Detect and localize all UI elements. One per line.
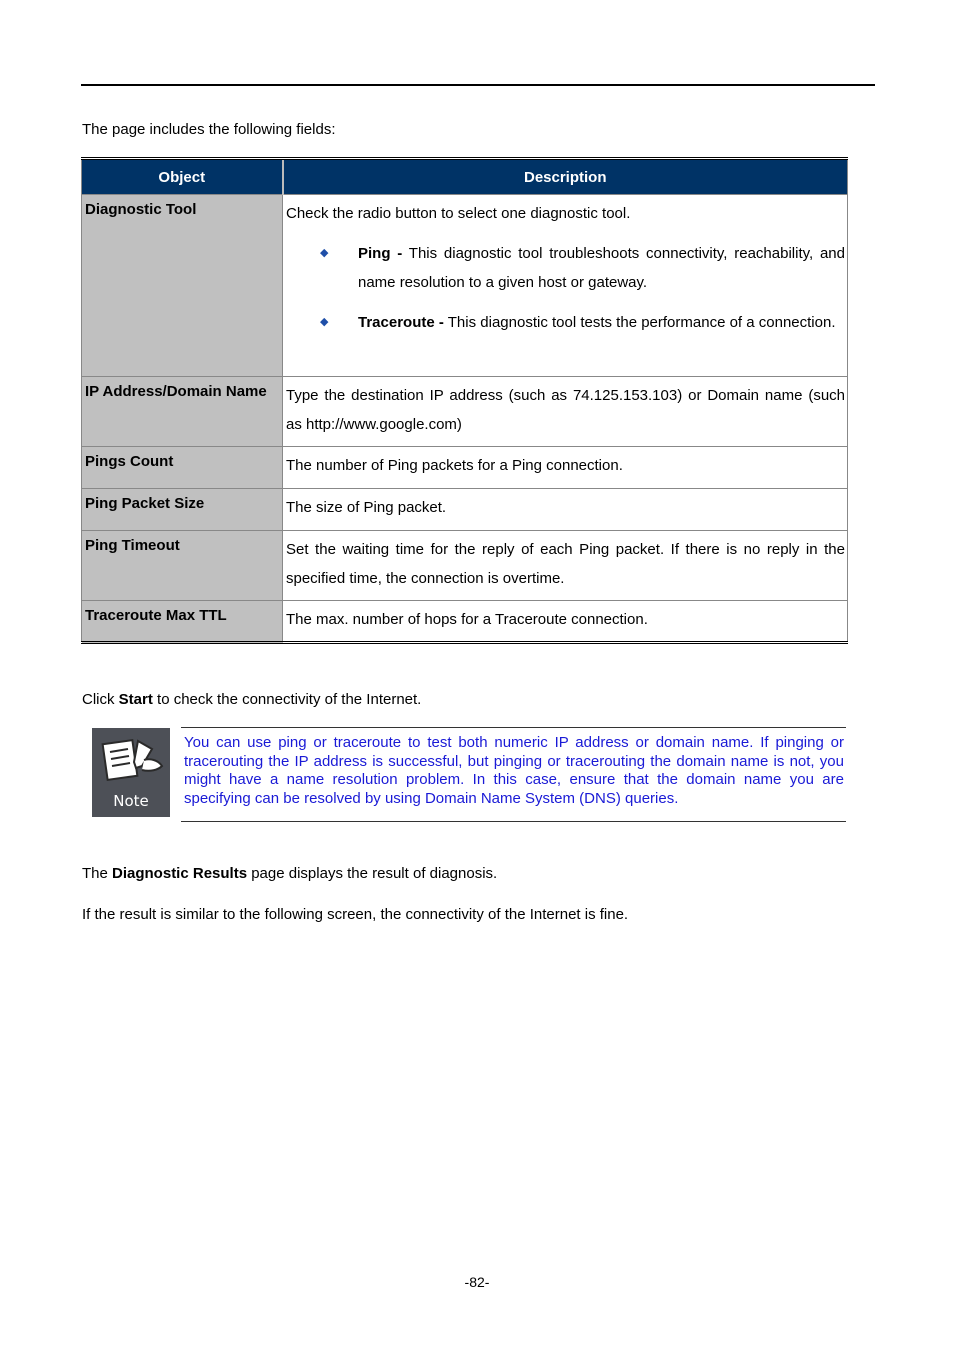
start-keyword: Start: [118, 691, 153, 708]
header-description: Description: [283, 159, 848, 195]
note-rule-bottom: [181, 821, 846, 822]
bullet-term: Traceroute -: [358, 314, 444, 331]
list-item: [286, 239, 845, 297]
fine-text: If the result is similar to the following screen, the connectivity of the Internet is fine.: [82, 906, 629, 923]
note-rule-top: [181, 727, 846, 728]
description-cell: [283, 195, 848, 377]
description-cell: The number of Ping packets for a Ping connection.: [283, 447, 848, 489]
object-cell: IP Address/Domain Name: [82, 377, 283, 447]
description-cell: Type the destination IP address (such as 74.125.153.103) or Domain name (such as http://www.google.com): [283, 377, 848, 447]
text-segment: page displays the result of diagnosis.: [247, 865, 498, 882]
table-row: [82, 531, 848, 601]
description-cell: The max. number of hops for a Traceroute connection.: [283, 601, 848, 643]
bullet-text: This diagnostic tool tests the performance of a connection.: [443, 314, 836, 331]
table-row: [82, 447, 848, 489]
results-text: [82, 865, 497, 883]
object-cell: Traceroute Max TTL: [82, 601, 283, 643]
click-start-text: [82, 691, 421, 709]
object-cell: Ping Timeout: [82, 531, 283, 601]
description-text: Check the radio button to select one diagnostic tool.: [286, 205, 631, 222]
table-header-row: [82, 159, 848, 195]
table-row: [82, 377, 848, 447]
note-label: Note: [113, 792, 149, 810]
note-text: You can use ping or traceroute to test both numeric IP address or domain name. If pinging or tracerouting the IP address is successful, but pinging or tracerouting the domain name is not, you might have a name resolution problem. In this case, ensure that the domain name you are specifying can be resolved by using Domain Name System (DNS) queries.: [184, 734, 844, 808]
table-row: [82, 489, 848, 531]
intro-text: The page includes the following fields:: [82, 121, 336, 138]
text-segment: to check the connectivity of the Internet.: [152, 691, 422, 708]
page-number: -82-: [464, 1274, 490, 1290]
table-row: [82, 195, 848, 377]
object-cell: Diagnostic Tool: [82, 195, 283, 377]
note-pencil-icon: [92, 728, 170, 817]
bullet-term: Ping -: [358, 245, 403, 262]
header-object: Object: [82, 159, 283, 195]
bullet-text: This diagnostic tool troubleshoots connectivity, reachability, and name resolution to a given host or gateway.: [358, 245, 845, 291]
note-box: [92, 727, 846, 822]
table-row: [82, 601, 848, 643]
description-cell: The size of Ping packet.: [283, 489, 848, 531]
text-segment: The: [82, 865, 113, 882]
diamond-bullet-icon: ◆: [320, 316, 329, 328]
fields-table: [81, 157, 848, 644]
object-cell: Ping Packet Size: [82, 489, 283, 531]
diagnostic-results-keyword: Diagnostic Results: [112, 865, 248, 882]
text-segment: Click: [82, 691, 119, 708]
description-cell: Set the waiting time for the reply of each Ping packet. If there is no reply in the specified time, the connection is overtime.: [283, 531, 848, 601]
list-item: [286, 308, 845, 337]
diamond-bullet-icon: ◆: [320, 247, 329, 259]
header-rule: [81, 84, 875, 86]
object-cell: Pings Count: [82, 447, 283, 489]
